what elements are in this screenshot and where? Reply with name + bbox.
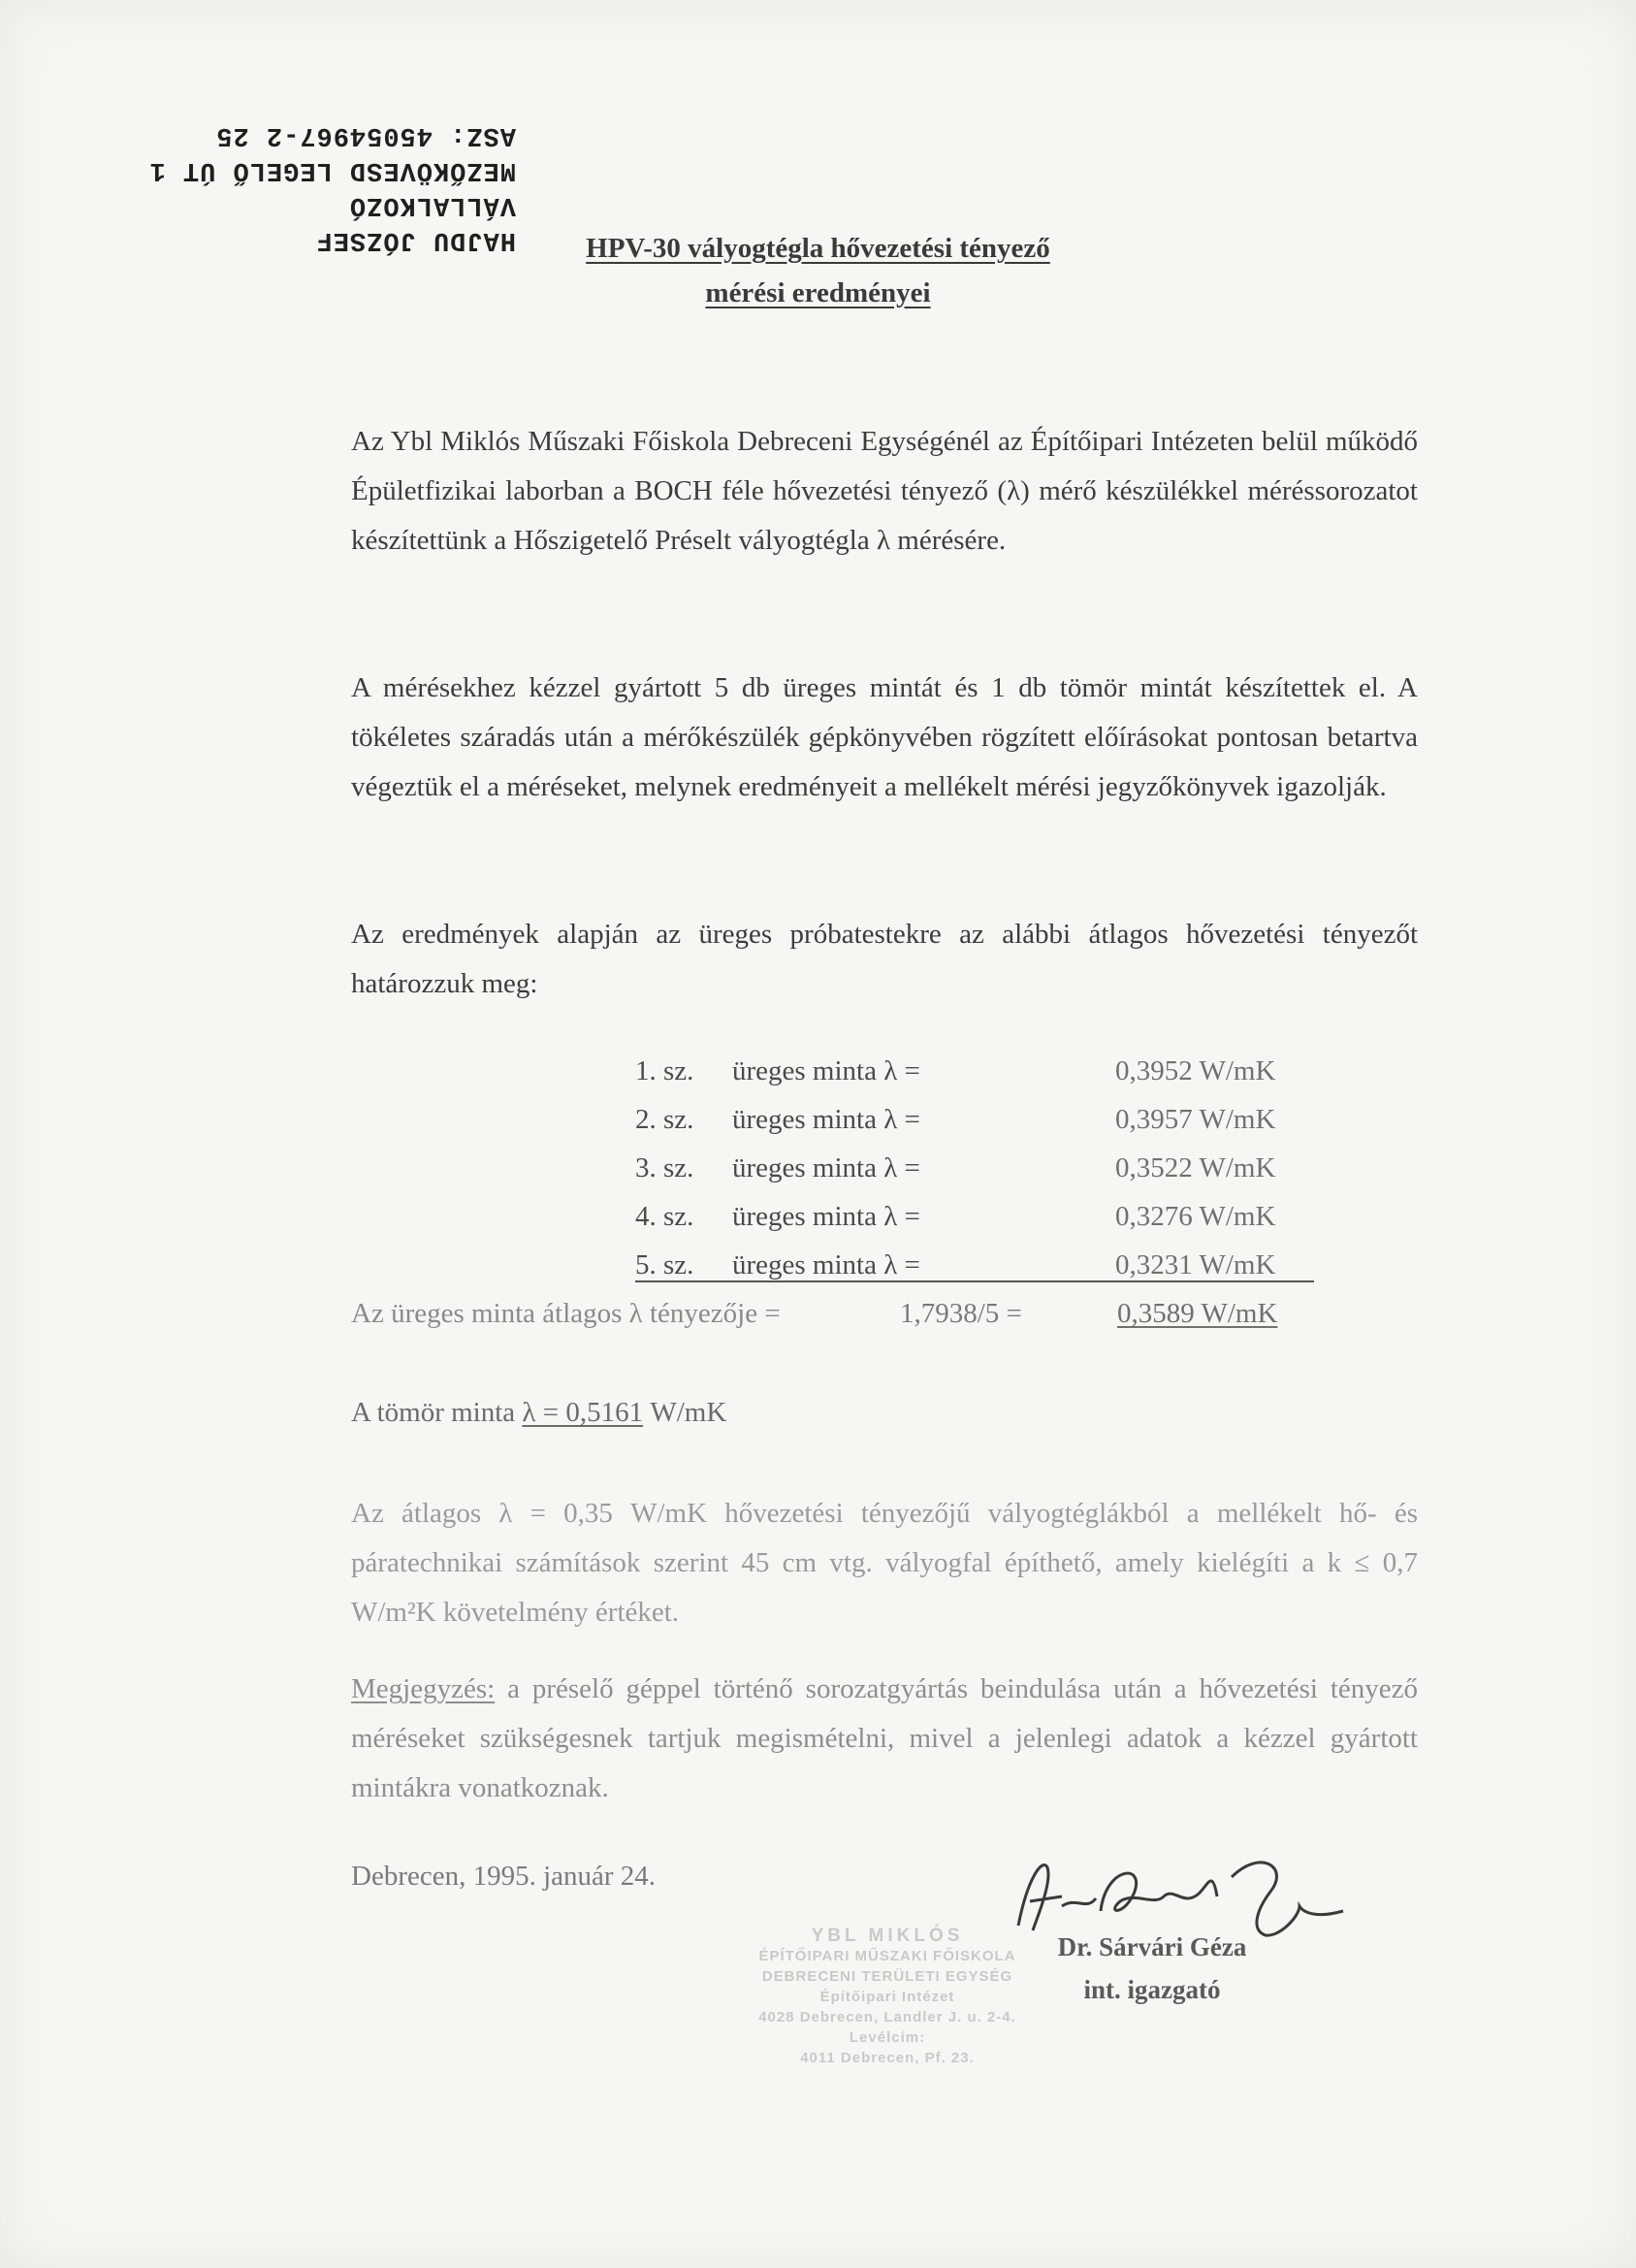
result-row [635, 1201, 1324, 1249]
result-value: 0,3952 W/mK [1115, 1055, 1276, 1086]
result-label: üreges minta λ = [732, 1055, 920, 1086]
result-number: 3. sz. [635, 1152, 694, 1183]
stamp-line: MEZŐKÖVESD LEGELŐ ÚT 1 [148, 155, 516, 184]
stamp-line: ASZ: 45054967-2 25 [215, 120, 516, 149]
stamp-line: 4028 Debrecen, Landler J. u. 2-4. [758, 2009, 1016, 2025]
result-label: üreges minta λ = [732, 1104, 920, 1135]
result-value: 0,3276 W/mK [1115, 1201, 1276, 1232]
conclusion-paragraph: Az átlagos λ = 0,35 W/mK hővezetési tényezőjű vályogtéglákból a mellékelt hő- és páratechnikai számítások szerint 45 cm vtg. vályogfal építhető, amely kielégíti a k ≤ 0,7 W/m²K követelmény értéket. [351, 1498, 1418, 1628]
title-line-1: HPV-30 vályogtégla hővezetési tényező [586, 233, 1050, 264]
result-value: 0,3522 W/mK [1115, 1152, 1276, 1183]
solid-value: λ = 0,5161 [522, 1397, 644, 1428]
stamp-line: Levélcím: [849, 2029, 926, 2046]
note-text: a préselő géppel történő sorozatgyártás beindulása után a hővezetési tényező méréseket szükségesnek tartjuk megismételni, mivel a jelenlegi adatok a kézzel gyártott mintákra vonatkoznak. [351, 1673, 1418, 1803]
solid-sample-line [351, 1397, 726, 1429]
result-label: üreges minta λ = [732, 1249, 920, 1280]
signer-role: int. igazgató [1083, 1975, 1221, 2004]
average-value: 0,3589 W/mK [1117, 1298, 1278, 1329]
stamp-line: Építőipari Intézet [819, 1989, 955, 2005]
result-number: 1. sz. [635, 1055, 694, 1086]
intro-paragraph: Az Ybl Miklós Műszaki Főiskola Debreceni Egységénél az Építőipari Intézeten belül működő Épületfizikai laborban a BOCH féle hővezetési tényező (λ) mérő készülékkel méréssorozatot készítettünk a Hőszigetelő Préselt vályogtégla λ mérésére. [351, 426, 1418, 556]
result-row [635, 1249, 1324, 1298]
title-line-2: mérési eredményei [705, 277, 931, 308]
stamp-line: ÉPÍTŐIPARI MŰSZAKI FŐISKOLA [758, 1948, 1016, 1964]
result-number: 4. sz. [635, 1201, 694, 1232]
solid-unit: W/mK [643, 1397, 727, 1428]
result-label: üreges minta λ = [732, 1201, 920, 1232]
solid-prefix: A tömör minta [351, 1397, 523, 1428]
sum-divider [635, 1280, 1314, 1282]
average-label: Az üreges minta átlagos λ tényezője = [351, 1298, 781, 1329]
stamp-line: VÁLLALKOZÓ [348, 190, 516, 219]
note-paragraph [351, 1665, 1418, 1813]
basis-paragraph: Az eredmények alapján az üreges próbatestekre az alábbi átlagos hővezetési tényezőt határozzuk meg: [351, 919, 1418, 999]
signer-name: Dr. Sárvári Géza [1057, 1932, 1247, 1961]
result-label: üreges minta λ = [732, 1152, 920, 1183]
result-row [635, 1104, 1324, 1152]
stamp-line: YBL MIKLÓS [811, 1926, 964, 1946]
stamp-line: HAJDU JÓZSEF [315, 225, 516, 254]
result-value: 0,3957 W/mK [1115, 1104, 1276, 1135]
document-subtitle [0, 277, 1636, 309]
result-row [635, 1152, 1324, 1201]
document-title [0, 233, 1636, 265]
stamp-line: 4011 Debrecen, Pf. 23. [800, 2050, 975, 2066]
stamp-line: DEBRECENI TERÜLETI EGYSÉG [761, 1968, 1013, 1985]
result-row [635, 1055, 1324, 1104]
signer-block [1016, 1926, 1288, 2011]
note-label: Megjegyzés: [351, 1673, 496, 1704]
samples-paragraph: A mérésekhez kézzel gyártott 5 db üreges mintát és 1 db tömör mintát készítettek el. A tökéletes száradás után a mérőkészülék gépkönyvében rögzített előírásokat pontosan betartva végeztük el a méréseket, melynek eredményeit a mellékelt mérési jegyzőkönyvek igazolják. [351, 672, 1418, 802]
result-number: 2. sz. [635, 1104, 694, 1135]
result-number: 5. sz. [635, 1249, 694, 1280]
average-calculation: 1,7938/5 = [900, 1298, 1022, 1329]
place-date: Debrecen, 1995. január 24. [351, 1861, 657, 1892]
results-list [635, 1055, 1324, 1298]
result-value: 0,3231 W/mK [1115, 1249, 1276, 1280]
